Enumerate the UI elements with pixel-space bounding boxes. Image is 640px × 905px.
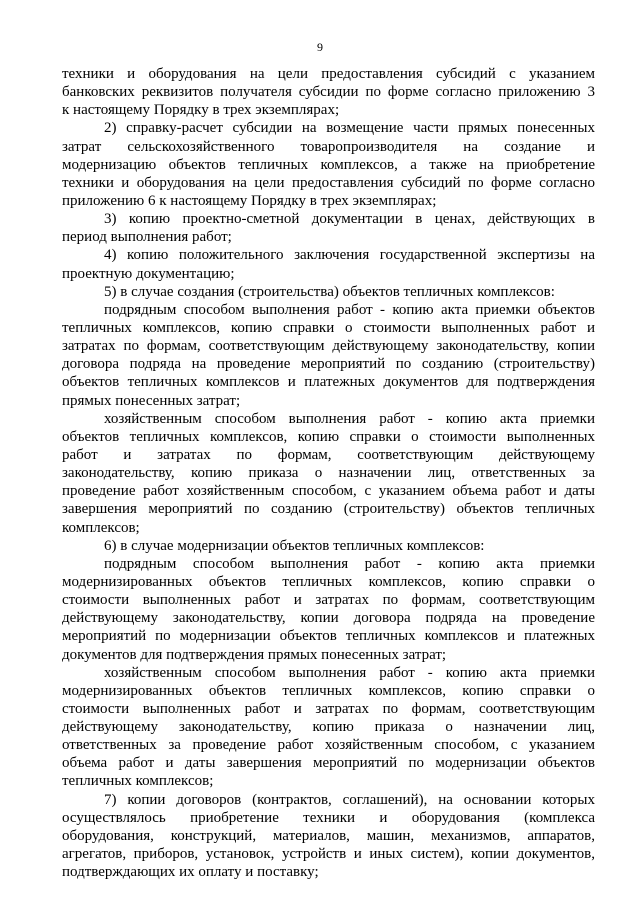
text-line: техники и оборудования на цели предоставления субсидий с указанием xyxy=(62,66,595,82)
text-line: мероприятий по модернизации объектов тепличных комплексов и платежных xyxy=(62,628,595,645)
text-line: договора подряда на проведение мероприятий по созданию (строительству) xyxy=(62,356,595,373)
text-line: прямых понесенных затрат; xyxy=(62,392,241,409)
text-line: банковских реквизитов получателя субсидии по форме согласно приложению 3 xyxy=(62,84,595,101)
text-line: модернизированных объектов тепличных комплексов, копию справки о xyxy=(62,682,595,699)
text-line: законодательству, копию приказа о назначении лиц, ответственных за xyxy=(62,465,595,482)
text-line: агрегатов, приборов, установок, устройств и иных систем), копии документов, xyxy=(62,846,595,863)
text-line: проектную документацию; xyxy=(62,265,235,282)
text-line: хозяйственным способом выполнения работ - копию акта приемки xyxy=(104,410,595,427)
text-line: 3) копию проектно-сметной документации в ценах, действующих в xyxy=(104,211,595,228)
text-line: период выполнения работ; xyxy=(62,229,232,246)
text-line: проведение работ хозяйственным способом, с указанием объема работ и даты xyxy=(62,483,595,500)
document-text xyxy=(62,65,595,881)
text-line: оборудования, конструкций, материалов, машин, механизмов, аппаратов, xyxy=(62,827,595,844)
text-line: затратах по формам, соответствующим действующему законодательству, копии xyxy=(62,338,595,355)
text-line: документов для подтверждения прямых понесенных затрат; xyxy=(62,646,447,663)
text-line: объектов тепличных комплексов и платежных документов для подтверждения xyxy=(62,374,595,391)
text-line: 7) копии договоров (контрактов, соглашений), на основании которых xyxy=(104,791,595,808)
text-line: хозяйственным способом выполнения работ - копию акта приемки xyxy=(104,664,595,681)
text-line: действующему законодательству, копию приказа о назначении лиц, xyxy=(62,719,595,736)
text-line: техники и оборудования на цели предоставления субсидий по форме согласно xyxy=(62,174,595,191)
text-line: тепличных комплексов; xyxy=(62,773,214,790)
text-line: ответственных за проведение работ хозяйственным способом, с указанием xyxy=(62,737,595,754)
text-line: 5) в случае создания (строительства) объектов тепличных комплексов: xyxy=(104,283,555,300)
text-line: осуществлялось приобретение техники и оборудования (комплекса xyxy=(62,809,595,826)
text-line: тепличных комплексов, копию справки о стоимости выполненных работ и xyxy=(62,319,595,336)
text-line: подрядным способом выполнения работ - копию акта приемки объектов xyxy=(104,301,595,318)
text-line: завершения мероприятий по созданию (строительству) объектов тепличных xyxy=(62,501,595,518)
text-line: подтверждающих их оплату и поставку; xyxy=(62,864,319,881)
text-line: модернизированных объектов тепличных комплексов, копию справки о xyxy=(62,573,595,590)
text-line: действующему законодательству, копии договора подряда на проведение xyxy=(62,610,595,627)
text-line: работ и затратах по формам, соответствующим действующему xyxy=(62,446,595,463)
text-line: затрат сельскохозяйственного товаропроизводителя на создание и xyxy=(62,138,595,155)
text-line: 6) в случае модернизации объектов тепличных комплексов: xyxy=(104,537,485,554)
text-line: комплексов; xyxy=(62,519,140,536)
page-number: 9 xyxy=(317,40,323,54)
text-line: к настоящему Порядку в трех экземплярах; xyxy=(62,102,340,119)
text-line: модернизацию объектов тепличных комплексов, а также на приобретение xyxy=(62,156,595,173)
text-line: объема работ и даты завершения мероприятий по модернизации объектов xyxy=(62,755,595,772)
text-line: 2) справку-расчет субсидии на возмещение части прямых понесенных xyxy=(104,120,595,137)
text-line: 4) копию положительного заключения государственной экспертизы на xyxy=(104,247,595,264)
text-line: стоимости выполненных работ и затратах по формам, соответствующим xyxy=(62,700,595,717)
text-line: объектов тепличных комплексов, копию справки о стоимости выполненных xyxy=(62,428,595,445)
text-line: приложению 6 к настоящему Порядку в трех экземплярах; xyxy=(62,192,437,209)
text-line: подрядным способом выполнения работ - копию акта приемки xyxy=(104,555,595,572)
text-line: стоимости выполненных работ и затратах по формам, соответствующим xyxy=(62,592,595,609)
